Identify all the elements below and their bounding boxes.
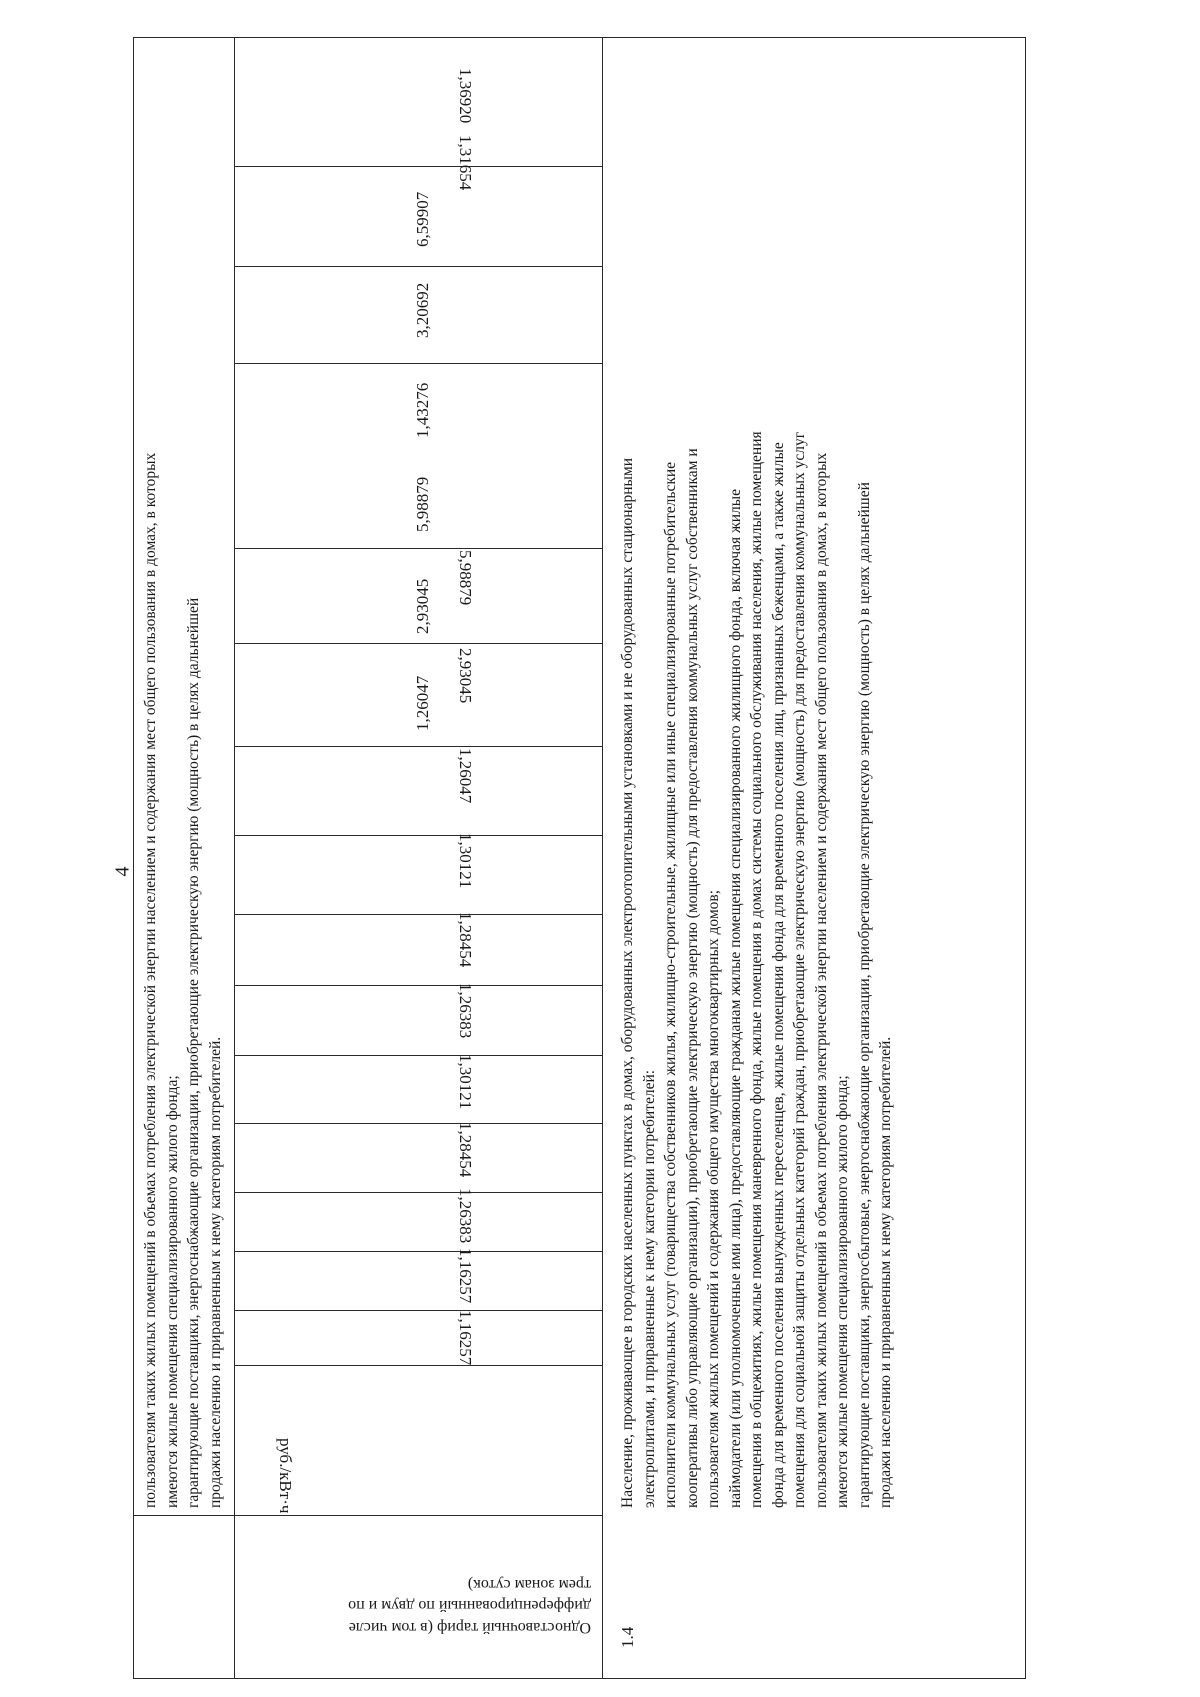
- text-line: исполнители коммунальных услуг (товарищества собственников жилья, жилищно-строительные, жилищные или иные специализированные потребительские: [662, 461, 679, 1508]
- tariff-value-text: 1,26383: [456, 983, 475, 1039]
- row-divider: [234, 166, 602, 167]
- row-divider: [234, 1123, 602, 1124]
- tariff-value-text: 1,36920: [456, 68, 475, 124]
- row-divider: [234, 643, 602, 644]
- text-line: гарантирующие поставщики, энергоснабжающие организации, приобретающие электрическую энергию (мощность) в целях дальнейшей: [185, 597, 202, 1508]
- tariff-value-split: 1,43276: [413, 382, 432, 438]
- text-line: кооперативы либо управляющие организации), приобретающие электрическую энергию (мощность) для предоставления коммунальных услуг собственникам и: [683, 448, 701, 1508]
- tariff-value-text: 1,16257: [456, 1248, 475, 1304]
- section-number: 1.4: [618, 1626, 637, 1648]
- row-divider: [234, 914, 602, 915]
- row-divider: [234, 985, 602, 986]
- row-divider: [234, 1055, 602, 1056]
- text-line: пользователям жилых помещений и содержания общего имущества многоквартирных домов;: [705, 889, 722, 1508]
- tariff-value-text: 1,16257: [456, 1310, 475, 1366]
- text-line: продажи населению и приравненным к нему категориям потребителей.: [877, 1036, 894, 1508]
- tariff-value-split: 2,93045: [413, 578, 432, 634]
- text-line: Население, проживающее в городских населенных пунктах в домах, оборудованных электроотопительными установками и не оборудованных стационарными: [619, 457, 636, 1508]
- tariff-table: [133, 37, 1026, 1679]
- text-line: помещения для социальной защиты отдельных категорий граждан, приобретающие электрическую энергию (мощность) для предоставления коммунальных услуг: [791, 431, 808, 1508]
- tariff-value-text: 1,30121: [456, 833, 475, 889]
- tariff-value-text: 1,31654: [456, 135, 475, 191]
- row-divider: [234, 1192, 602, 1193]
- text-line: помещения в общежитиях, жилые помещения маневренного фонда, жилые помещения в домах системы социального обслуживания населения, жилые помещения: [748, 431, 765, 1508]
- row-divider: [134, 1515, 602, 1516]
- tariff-value-split: 1,26047: [413, 675, 432, 731]
- tariff-value-text: 1,26383: [456, 1188, 475, 1244]
- tariff-value-split: 3,20692: [413, 282, 432, 338]
- row-divider: [234, 548, 602, 549]
- text-line: продажи населению и приравненным к нему категориям потребителей.: [206, 1036, 224, 1508]
- unit-label: руб./кВт·ч: [276, 1438, 295, 1514]
- text-line: имеются жилые помещения специализированного жилого фонда;: [834, 1075, 851, 1508]
- tariff-value-text: 1,26047: [456, 748, 475, 804]
- row-divider: [234, 1251, 602, 1252]
- text-line: электроплитами, и приравненные к нему категории потребителей:: [640, 1069, 658, 1508]
- text-line: наймодатели (или уполномоченные ими лица), предоставляющие гражданам жилые помещения специализированного жилищного фонда, включая жилые: [726, 488, 744, 1508]
- text-line: фонда для временного поселения вынужденных переселенцев, жилые помещения фонда для временного поселения лиц, признанных беженцами, а также жилые: [769, 442, 787, 1508]
- tariff-value-split: 5,98879: [413, 476, 432, 532]
- tariff-label-cell: [239, 1518, 599, 1676]
- text-line: пользователям таких жилых помещений в объемах потребления электрической энергии населением и содержания мест общего пользования в домах, в которых: [142, 452, 159, 1508]
- row-divider: [234, 363, 602, 364]
- tariff-label-line: Одноставочный тариф (в том числе: [348, 1618, 591, 1636]
- top-block-text: [142, 452, 224, 1508]
- page-number: 4: [111, 866, 134, 877]
- tariff-label-line: дифференцированный по двум и по: [348, 1597, 591, 1615]
- col-divider: [602, 38, 603, 1678]
- text-line: имеются жилые помещения специализированного жилого фонда;: [163, 1075, 181, 1508]
- section-1-4-text: [619, 431, 894, 1508]
- row-divider: [234, 1365, 602, 1366]
- tariff-value-text: 2,93045: [456, 648, 475, 704]
- text-line: гарантирующие поставщики, энергосбытовые, энергоснабжающие организации, приобретающие электрическую энергию (мощность) в целях дальнейшей: [855, 482, 873, 1508]
- tariff-value-text: 1,30121: [456, 1054, 475, 1110]
- tariff-value-split: 6,59907: [413, 191, 432, 247]
- row-divider: [234, 1310, 602, 1311]
- tariff-label-line: трем зонам суток): [467, 1575, 591, 1593]
- tariff-value-text: 1,28454: [456, 912, 475, 968]
- tariff-value-text: 5,98879: [456, 550, 475, 606]
- tariff-label: [251, 1573, 591, 1638]
- tariff-value-text: 1,28454: [456, 1122, 475, 1178]
- row-divider: [234, 835, 602, 836]
- row-divider: [234, 746, 602, 747]
- col-divider: [234, 38, 235, 1678]
- row-divider: [234, 266, 602, 267]
- text-line: пользователям таких жилых помещений в объемах потребления электрической энергии населением и содержания мест общего пользования в домах, в которых: [812, 452, 830, 1508]
